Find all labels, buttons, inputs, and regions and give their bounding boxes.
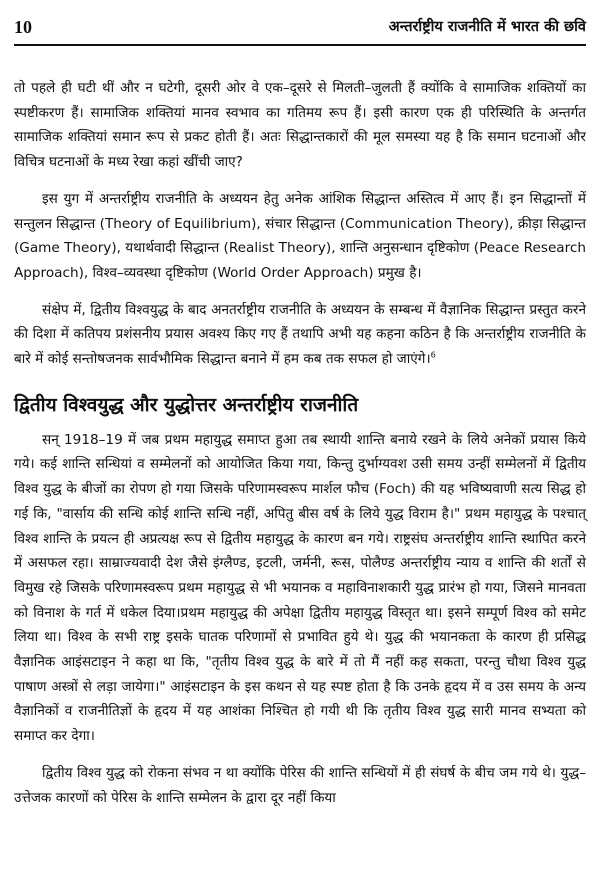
paragraph-5: द्वितीय विश्व युद्ध को रोकना संभव न था क्योंकि पेरिस की शान्ति सन्धियों में ही संघर्ष के बीच जम गये थे। युद्ध–उत्तेजक कारणों को पेरिस के शान्ति सम्मेलन के द्वारा दूर नहीं किया bbox=[14, 764, 586, 806]
paragraph-3 bbox=[14, 298, 586, 372]
paragraph-2: इस युग में अन्तर्राष्ट्रीय राजनीति के अध्ययन हेतु अनेक आंशिक सिद्धान्त अस्तित्व में आए हैं। इन सिद्धान्तों में सन्तुलन सिद्धान्त (Theory of Equilibrium), संचार सिद्धान्त (Communication Theory), क्रीड़ा सिद्धान्त (Game Theory), यथार्थवादी सिद्धान्त (Realist Theory), शान्ति अनुसन्धान दृष्टिकोण (Peace Research Approach), विश्व–व्यवस्था दृष्टिकोण (World Order Approach) प्रमुख है। bbox=[14, 190, 587, 281]
running-title: अन्तर्राष्ट्रीय राजनीति में भारत की छवि bbox=[388, 19, 586, 35]
page-body bbox=[14, 76, 586, 822]
paragraph-3-text: संक्षेप में, द्वितीय विश्वयुद्ध के बाद अनतर्राष्ट्रीय राजनीति के अध्ययन के सम्बन्ध में वैज्ञानिक सिद्धान्त प्रस्तुत करने की दिशा में कतिपय प्रशंसनीय प्रयास अवश्य किए गए हैं तथापि अभी यह कहना कठिन है कि अन्तर्राष्ट्रीय राजनीति के बारे में कोई सन्तोषजनक सार्वभौमिक सिद्धान्त बनाने में हम कब तक सफल हो जाएंगे। bbox=[14, 301, 586, 368]
section-heading: द्वितीय विश्वयुद्ध और युद्धोत्तर अन्तर्राष्ट्रीय राजनीति bbox=[14, 393, 359, 416]
page-number: 10 bbox=[14, 17, 32, 37]
page-header bbox=[14, 14, 586, 46]
footnote-marker: 6 bbox=[430, 350, 436, 360]
paragraph-1: तो पहले ही घटी थीं और न घटेगी, दूसरी ओर वे एक–दूसरे से मिलती–जुलती हैं क्योंकि वे सामाजिक शक्तियों का स्पष्टीकरण हैं। सामाजिक शक्तियां मानव स्वभाव का गतिमय रूप हैं। इसी कारण एक ही परिस्थिति के अन्तर्गत सामाजिक शक्तियां समान रूप से प्रकट होती हैं। अतः सिद्धान्तकारों की मूल समस्या यह है कि समान घटनाओं और विचित्र घटनाओं के मध्य रेखा कहां खींची जाए? bbox=[14, 80, 586, 171]
paragraph-4: सन् 1918–19 में जब प्रथम महायुद्ध समाप्त हुआ तब स्थायी शान्ति बनाये रखने के लिये अनेकों प्रयास किये गये। कई शान्ति सन्धियां व सम्मेलनों को आयोजित किया गया, किन्तु दुर्भाग्यवश उसी समय उन्हीं सम्मेलनों में द्वितीय विश्व युद्ध के बीजों का रोपण हो गया जिसके परिणामस्वरूप मार्शल फौच (Foch) की यह भविष्यवाणी सत्य सिद्ध हो गई कि, "वार्साय की सन्धि कोई शान्ति सन्धि नहीं, अपितु बीस वर्ष के लिये युद्ध विराम है।" प्रथम महायुद्ध के पश्चात् विश्व शान्ति के प्रयत्न ही अप्रत्यक्ष रूप से द्वितीय महायुद्ध के कारण बन गये। राष्ट्रसंघ अन्तर्राष्ट्रीय शान्ति स्थापित करने में असफल रहा। साम्राज्यवादी देश जैसे इंग्लैण्ड, इटली, जर्मनी, रूस, पोलैण्ड अन्तर्राष्ट्रीय न्याय व शान्ति की शर्तों से विमुख रहे जिसके परिणामस्वरूप प्रथम महायुद्ध से भी भयानक व महाविनाशकारी युद्ध प्रारंभ हो गया, जिसने मानवता को विनाश के गर्त में धकेल दिया।प्रथम महायुद्ध की अपेक्षा द्वितीय महायुद्ध विस्तृत था। इसने सम्पूर्ण विश्व को समेट लिया था। विश्व के सभी राष्ट्र इसके घातक परिणामों से प्रभावित हुये थे। युद्ध की भयानकता के कारण ही प्रसिद्ध वैज्ञानिक आइंसटाइन ने कहा था कि, "तृतीय विश्व युद्ध के बारे में तो मैं नहीं कह सकता, परन्तु चौथा विश्व युद्ध पाषाण अस्त्रों से लड़ा जायेगा।" आइंसटाइन के इस कथन से यह स्पष्ट होता है कि उनके हृदय में व उस समय के अन्य वैज्ञानिकों व राजनीतिज्ञों के हृदय में यह आशंका निश्चित हो गयी थी कि तृतीय विश्व युद्ध सारी मानव सभ्यता को समाप्त कर देगा। bbox=[14, 431, 586, 745]
